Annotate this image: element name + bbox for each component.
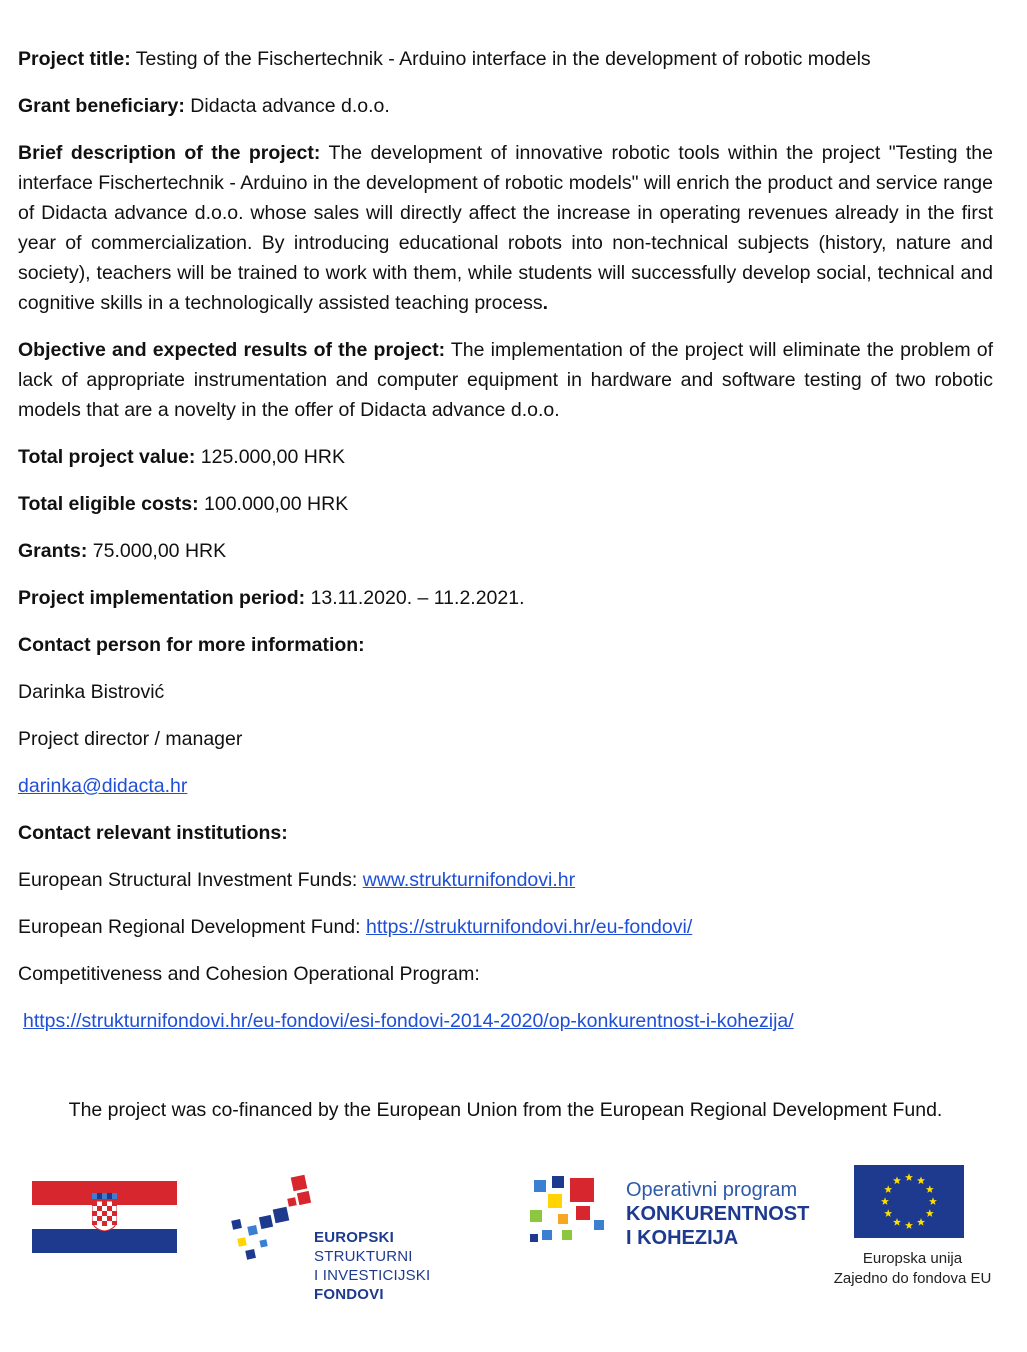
logo-strip (0, 1160, 1027, 1310)
contact-name: Darinka Bistrović (18, 681, 165, 703)
description-label: Brief description of the project: (18, 142, 321, 164)
eu-star-icon (926, 1185, 934, 1193)
eu-star-icon (917, 1218, 925, 1226)
eu-stars-icon (854, 1165, 964, 1238)
description-end: . (542, 292, 549, 314)
opkk-label: Competitiveness and Cohesion Operational Program: (18, 963, 480, 985)
period-value: 13.11.2020. – 11.2.2021. (305, 587, 525, 609)
objective-label: Objective and expected results of the project: (18, 339, 446, 361)
opkk-squares-icon (528, 1174, 618, 1254)
opkk-link[interactable]: https://strukturnifondovi.hr/eu-fondovi/esi-fondovi-2014-2020/op-konkurentnost-i-kohezija/ (23, 1010, 794, 1032)
eu-flag (854, 1165, 964, 1238)
contact-heading (18, 630, 993, 660)
contact-role: Project director / manager (18, 728, 243, 750)
erdf-line (18, 912, 993, 942)
institutions-heading-text: Contact relevant institutions: (18, 822, 288, 844)
eu-star-icon (917, 1177, 925, 1185)
eligible-costs-line (18, 489, 993, 519)
eu-caption-line1: Europska unija (862, 1250, 963, 1267)
esif-logo-text (314, 1228, 485, 1304)
eligible-costs-label: Total eligible costs: (18, 493, 199, 515)
contact-email-link[interactable]: darinka@didacta.hr (18, 775, 188, 797)
cofinanced-note: The project was co-financed by the European Union from the European Regional Development Fund. (68, 1099, 943, 1121)
grants-line (18, 536, 993, 566)
esif-text-rest-2: I INVESTICIJSKI (314, 1267, 431, 1284)
eu-star-icon (929, 1197, 937, 1205)
opkk-logo-line2: KONKURENTNOST (626, 1203, 810, 1225)
opkk-logo-line3: I KOHEZIJA (626, 1227, 739, 1249)
esif-text-rest-1: STRUKTURNI (314, 1248, 413, 1265)
objective-paragraph (18, 335, 993, 425)
spacer (18, 1053, 993, 1095)
coat-of-arms-icon (92, 1193, 117, 1231)
total-value-line (18, 442, 993, 472)
beneficiary-label: Grant beneficiary: (18, 95, 185, 117)
contact-heading-text: Contact person for more information: (18, 634, 365, 656)
eu-star-icon (884, 1185, 892, 1193)
document-body (18, 44, 993, 1125)
eu-logo (830, 1164, 995, 1294)
eu-star-icon (884, 1209, 892, 1217)
opkk-logo (528, 1174, 813, 1264)
eu-star-icon (905, 1173, 913, 1181)
eu-star-icon (905, 1221, 913, 1229)
eu-star-icon (926, 1209, 934, 1217)
eu-logo-caption (830, 1249, 995, 1289)
esif-link[interactable]: www.strukturnifondovi.hr (362, 869, 576, 891)
esif-logo (230, 1174, 485, 1303)
project-title-label: Project title: (18, 48, 131, 70)
croatian-flag-logo (32, 1181, 177, 1253)
institutions-heading (18, 818, 993, 848)
flag-blue-stripe (32, 1229, 177, 1253)
erdf-label: European Regional Development Fund: (18, 916, 366, 938)
beneficiary-value: Didacta advance d.o.o. (184, 95, 390, 117)
total-value-label: Total project value: (18, 446, 196, 468)
eu-star-icon (893, 1218, 901, 1226)
eligible-costs-value: 100.000,00 HRK (198, 493, 349, 515)
period-line (18, 583, 993, 613)
grants-label: Grants: (18, 540, 88, 562)
project-title-line (18, 44, 993, 74)
project-title-value: Testing of the Fischertechnik - Arduino interface in the development of robotic models (130, 48, 871, 70)
description-value: The development of innovative robotic tools within the project "Testing the interface Fischertechnik - Arduino in the development of robotic models" will enrich the product and service range of Didacta advance d.o.o. whose sales will directly affect the increase in operating revenues already in the first year of commercialization. By introducing educational robots into non-technical subjects (history, nature and society), teachers will be trained to work with them, while students will successfully develop social, technical and cognitive skills in a technologically assisted teaching process (18, 142, 993, 314)
eu-star-icon (881, 1197, 889, 1205)
beneficiary-line (18, 91, 993, 121)
opkk-logo-line1: Operativni program (626, 1179, 798, 1201)
esif-text-bold-2: FONDOVI (314, 1286, 384, 1303)
objective-value: The implementation of the project will eliminate the problem of lack of appropriate instrumentation and computer equipment in hardware and software testing of two robotic models that are a novelty in the offer of Didacta advance d.o.o. (18, 339, 993, 421)
esif-text-bold-1: EUROPSKI (314, 1229, 394, 1246)
contact-email-line (18, 771, 993, 801)
grants-value: 75.000,00 HRK (87, 540, 227, 562)
erdf-link[interactable]: https://strukturnifondovi.hr/eu-fondovi/ (365, 916, 693, 938)
eu-caption-line2: Zajedno do fondova EU (833, 1270, 992, 1287)
total-value: 125.000,00 HRK (195, 446, 345, 468)
esif-line (18, 865, 993, 895)
esif-label: European Structural Investment Funds: (18, 869, 363, 891)
opkk-link-line (18, 1006, 993, 1036)
esif-squares-icon (230, 1174, 320, 1264)
period-label: Project implementation period: (18, 587, 306, 609)
description-paragraph (18, 138, 993, 318)
eu-star-icon (893, 1177, 901, 1185)
